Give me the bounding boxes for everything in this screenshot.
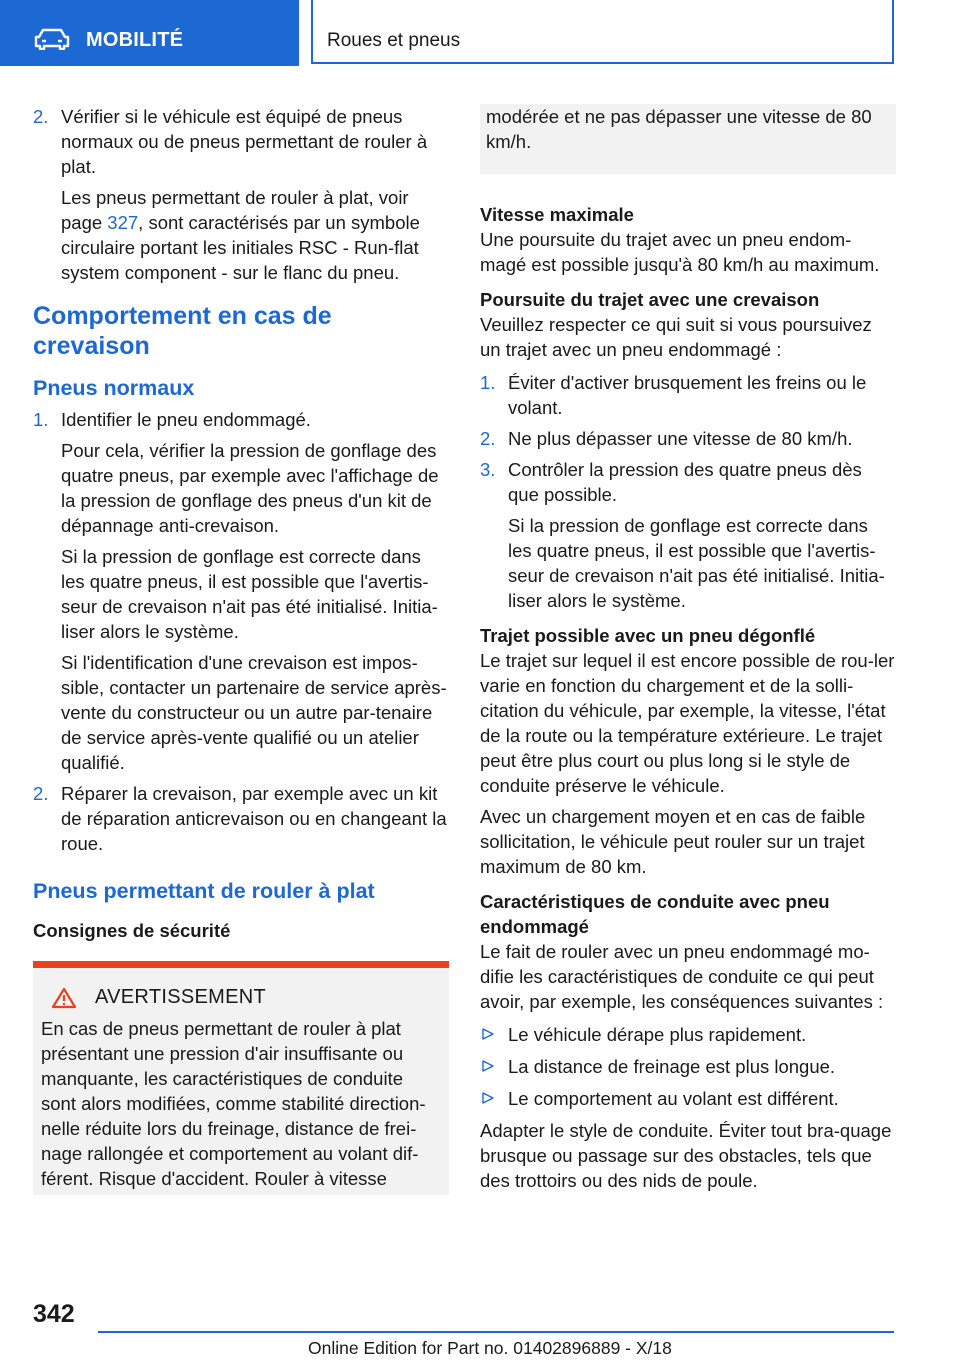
warning-continuation-text: modérée et ne pas dépasser une vitesse de 80 km/h. <box>486 106 872 152</box>
continue-block <box>480 287 896 613</box>
list-item <box>480 426 896 451</box>
list-item <box>480 370 896 420</box>
block-title: Vitesse maximale <box>480 204 634 225</box>
safety-heading: Consignes de sécurité <box>33 920 231 941</box>
footer-edition: Online Edition for Part no. 01402896889 - X/18 <box>308 1338 672 1358</box>
distance-block <box>480 623 896 879</box>
bullet-item <box>480 1022 896 1047</box>
warning-text: En cas de pneus permettant de rouler à plat présentant une pression d'air insuffisante ou manquante, les caractéristiques de conduite sont alors modifiées, comme stabilité direction-nelle réduite lors du freinage, distance de frei-nage rallongée et comportement au volant dif-férent. Risque d'accident. Rouler à vitesse <box>41 1018 426 1189</box>
list-text: Ne plus dépasser une vitesse de 80 km/h. <box>508 428 853 449</box>
warning-header <box>41 985 441 1010</box>
page-link[interactable]: 327 <box>107 212 139 233</box>
left-column <box>33 104 449 1195</box>
list-text: Vérifier si le véhicule est équipé de pneus normaux ou de pneus permettant de rouler à plat. <box>61 106 428 177</box>
list-item <box>33 407 449 775</box>
list-text <box>61 185 449 285</box>
block-title: Poursuite du trajet avec une crevaison <box>480 289 820 310</box>
bullet-text: La distance de freinage est plus longue. <box>508 1056 836 1077</box>
warning-title: AVERTISSEMENT <box>95 986 266 1008</box>
section-tab[interactable] <box>0 0 299 66</box>
list-text: Si la pression de gonflage est correcte dans les quatre pneus, il est possible que l'avertis-seur de crevaison n'ait pas été initialisé. Initia-liser alors le système. <box>508 515 885 611</box>
car-icon <box>34 28 70 50</box>
section-heading: Comportement en cas de crevaison <box>33 302 332 360</box>
page-number: 342 <box>33 1300 75 1328</box>
list-item <box>480 457 896 613</box>
bullet-item <box>480 1054 896 1079</box>
list-text: Pour cela, vérifier la pression de gonflage des quatre pneus, par exemple avec l'affichage de la pression de gonflage des pneus d'un kit de dépannage anti-crevaison. <box>61 440 439 536</box>
warning-triangle-icon <box>51 987 77 1009</box>
bullet-text: Le comportement au volant est différent. <box>508 1088 839 1109</box>
warning-box <box>33 961 449 1195</box>
block-title: Trajet possible avec un pneu dégonflé <box>480 625 816 646</box>
list-number: 2. <box>480 428 496 449</box>
block-text: Avec un chargement moyen et en cas de faible sollicitation, le véhicule peut rouler sur un trajet maximum de 80 km. <box>480 806 866 877</box>
driving-block <box>480 889 896 1193</box>
section-tab-label: MOBILITÉ <box>86 29 184 51</box>
list-text: Si l'identification d'une crevaison est impos-sible, contacter un partenaire de service après-vente du constructeur ou un autre par-tenaire de service après-vente qualifié ou un atelier qualifié. <box>61 652 447 773</box>
page-header <box>0 0 960 66</box>
block-text: Une poursuite du trajet avec un pneu endom-magé est possible jusqu'à 80 km/h au maximum. <box>480 229 880 275</box>
list-number: 2. <box>33 106 49 127</box>
triangle-bullet-icon <box>482 1092 494 1104</box>
block-title: Caractéristiques de conduite avec pneu endommagé <box>480 891 830 937</box>
block-text: Le fait de rouler avec un pneu endommagé mo-difie les caractéristiques de conduite ce qui peut avoir, par exemple, les conséquences suivantes : <box>480 941 884 1012</box>
list-text: Si la pression de gonflage est correcte dans les quatre pneus, il est possible que l'avertis-seur de crevaison n'ait pas été initialisé. Initia-liser alors le système. <box>61 546 438 642</box>
triangle-bullet-icon <box>482 1060 494 1072</box>
list-item <box>33 781 449 856</box>
list-text: Contrôler la pression des quatre pneus dès que possible. <box>508 459 862 505</box>
right-column <box>480 104 896 1203</box>
page-title: Roues et pneus <box>327 30 461 51</box>
header-title-box <box>311 0 894 64</box>
speed-block <box>480 202 896 277</box>
bullet-item <box>480 1086 896 1111</box>
triangle-bullet-icon <box>482 1028 494 1040</box>
list-number: 1. <box>33 409 49 430</box>
bullet-text: Le véhicule dérape plus rapidement. <box>508 1024 807 1045</box>
subsection-heading: Pneus permettant de rouler à plat <box>33 879 375 903</box>
list-item <box>33 104 449 285</box>
list-text: Identifier le pneu endommagé. <box>61 409 311 430</box>
text-span: Les pneus permettant de rouler à plat, voir page <box>61 187 409 233</box>
warning-continuation-box <box>480 104 896 174</box>
list-number: 3. <box>480 459 496 480</box>
text-span: , sont caractérisés par un symbole circulaire portant les initiales RSC - Run-flat system component - sur le flanc du pneu. <box>61 212 420 283</box>
list-text: Réparer la crevaison, par exemple avec un kit de réparation anticrevaison ou en changeant la roue. <box>61 783 447 854</box>
subsection-heading: Pneus normaux <box>33 376 195 400</box>
block-text: Le trajet sur lequel il est encore possible de rou-ler varie en fonction du chargement et de la solli-citation du véhicule, par exemple, la vitesse, l'état de la route ou la température extérieure. Le trajet peut être plus court ou plus long si le style de conduite préserve le véhicule. <box>480 650 895 796</box>
list-text: Éviter d'activer brusquement les freins ou le volant. <box>508 372 867 418</box>
list-number: 2. <box>33 783 49 804</box>
block-text: Adapter le style de conduite. Éviter tout bra-quage brusque ou passage sur des obstacles, tels que des trottoirs ou des nids de poule. <box>480 1120 892 1191</box>
block-text: Veuillez respecter ce qui suit si vous poursuivez un trajet avec un pneu endommagé : <box>480 314 872 360</box>
list-number: 1. <box>480 372 496 393</box>
footer-rule <box>98 1331 894 1333</box>
